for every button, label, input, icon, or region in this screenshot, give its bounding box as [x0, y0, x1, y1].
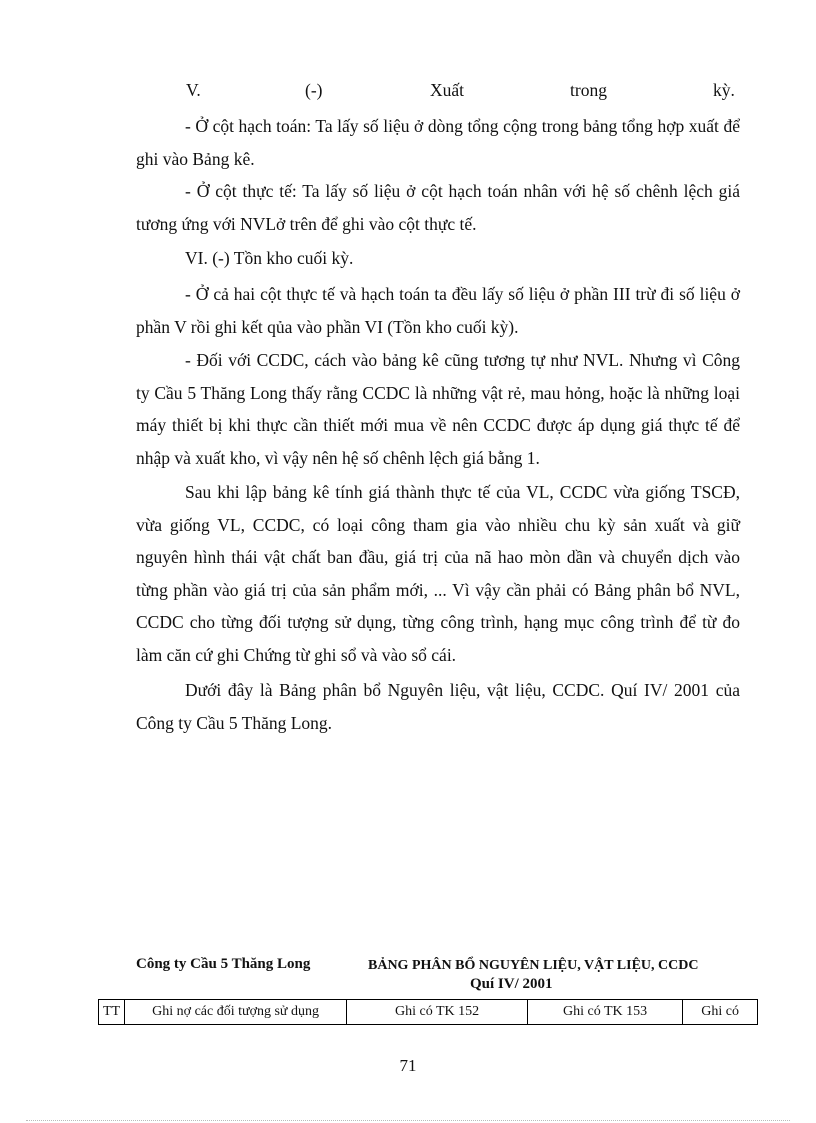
allocation-table — [98, 999, 758, 1025]
paragraph-hach-toan: - Ở cột hạch toán: Ta lấy số liệu ở dòng tổng cộng trong bảng tổng hợp xuất để ghi vào Bảng kê. — [136, 116, 740, 169]
paragraph-thuc-te: - Ở cột thực tế: Ta lấy số liệu ở cột hạch toán nhân với hệ số chênh lệch giá tương ứng với NVLở trên để ghi vào cột thực tế. — [136, 181, 740, 234]
section-v-word-1: Xuất — [430, 80, 465, 100]
company-name: Công ty Cầu 5 Thăng Long — [136, 956, 311, 972]
section-v-word-2: trong — [570, 80, 607, 100]
table-title: BẢNG PHÂN BỔ NGUYÊN LIỆU, VẬT LIỆU, CCDC — [368, 958, 699, 973]
section-v-numeral: V. — [186, 80, 201, 100]
header-tk-153: Ghi có TK 153 — [528, 1000, 683, 1025]
section-v-sign: (-) — [305, 80, 323, 100]
paragraph-ccdc: - Đối với CCDC, cách vào bảng kê cũng tương tự như NVL. Nhưng vì Công ty Cầu 5 Thăng Long thấy rằng CCDC là những vật rẻ, mau hỏng, hoặc là những loại máy thiết bị khi thực cần thiết mới mua về nên CCDC được áp dụng giá thực tế để nhập và xuất kho, vì vậy nên hệ số chênh lệch giá bằng 1. — [136, 350, 740, 468]
page-number: 71 — [399, 1056, 417, 1075]
table-period: Quí IV/ 2001 — [470, 976, 553, 992]
section-v-heading — [0, 74, 816, 106]
paragraph-bang-phan-bo: Sau khi lập bảng kê tính giá thành thực tế của VL, CCDC vừa giống TSCĐ, vừa giống VL, CCDC, có loại công tham gia vào nhiều chu kỳ sản xuất và giữ nguyên hình thái vật chất ban đầu, giá trị của nã hao mòn dần và chuyển dịch vào từng phần vào giá trị của sản phẩm mới, ... Vì vậy cần phải có Bảng phân bổ NVL, CCDC cho từng đối tượng sử dụng, từng công trình, hạng mục công trình để từ đo làm căn cứ ghi Chứng từ ghi sổ và vào sổ cái. — [136, 482, 740, 665]
table-header-row — [99, 1000, 758, 1025]
header-tk-152: Ghi có TK 152 — [347, 1000, 528, 1025]
header-ghi-no: Ghi nợ các đối tượng sử dụng — [125, 1000, 347, 1025]
section-v-word-3: kỳ. — [713, 80, 735, 100]
header-tt: TT — [99, 1000, 125, 1025]
section-vi-heading: VI. (-) Tồn kho cuối kỳ. — [185, 248, 354, 268]
paragraph-duoi-day: Dưới đây là Bảng phân bổ Nguyên liệu, vật liệu, CCDC. Quí IV/ 2001 của Công ty Cầu 5 Thăng Long. — [136, 680, 740, 733]
page-border-divider — [26, 1120, 790, 1121]
header-ghi-co: Ghi có — [683, 1000, 758, 1025]
paragraph-ton-kho: - Ở cả hai cột thực tế và hạch toán ta đều lấy số liệu ở phần III trừ đi số liệu ở phần V rồi ghi kết qủa vào phần VI (Tồn kho cuối kỳ). — [136, 284, 740, 337]
